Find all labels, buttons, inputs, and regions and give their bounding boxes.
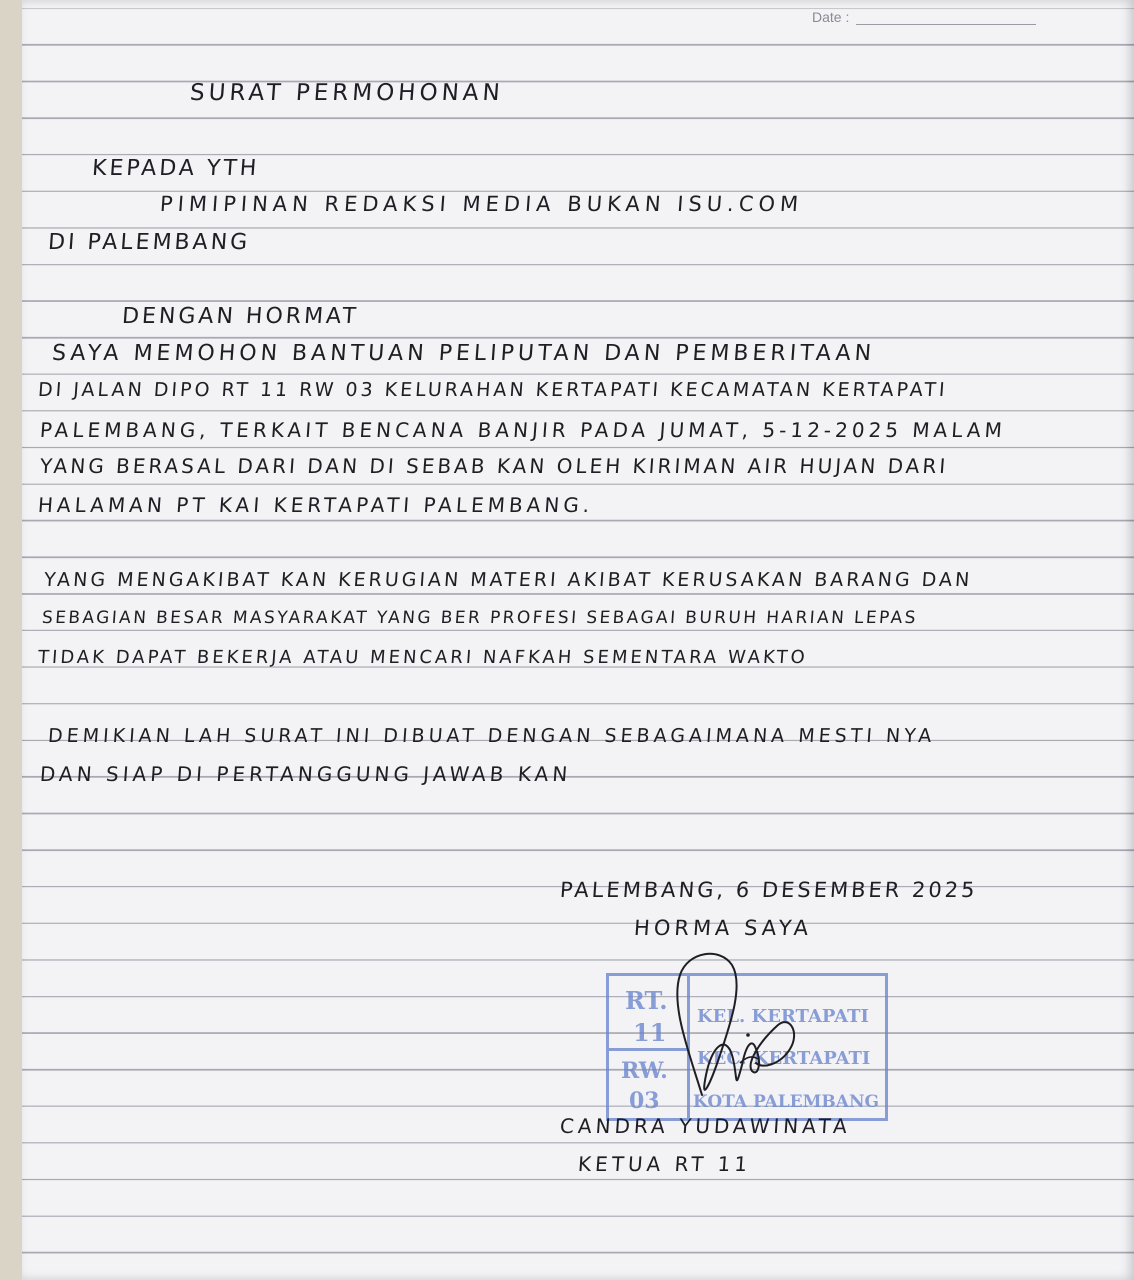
closing: HORMA SAYA	[633, 916, 813, 940]
recipient-line-2: PIMIPINAN REDAKSI MEDIA BUKAN ISU.COM	[159, 192, 804, 216]
recipient-line-3: DI PALEMBANG	[47, 230, 252, 255]
stamp-line-3: KOTA PALEMBANG	[693, 1092, 880, 1112]
letter-title: SURAT PERMOHONAN	[189, 80, 505, 106]
paragraph-1-line-4: YANG BERASAL DARI DAN DI SEBAB KAN OLEH KIRIMAN AIR HUJAN DARI	[39, 454, 950, 478]
paragraph-2-line-1: YANG MENGAKIBAT KAN KERUGIAN MATERI AKIBAT KERUSAKAN BARANG DAN	[43, 569, 973, 591]
date-line	[856, 24, 1036, 25]
stamp-rw-label: RW.	[621, 1058, 668, 1084]
paragraph-3-line-2: DAN SIAP DI PERTANGGUNG JAWAB KAN	[39, 762, 573, 786]
signature-icon	[640, 945, 840, 1115]
signer-name: CANDRA YUDAWINATA	[559, 1114, 852, 1138]
paragraph-1-line-5: HALAMAN PT KAI KERTAPATI PALEMBANG.	[37, 493, 595, 517]
paragraph-3-line-1: DEMIKIAN LAH SURAT INI DIBUAT DENGAN SEBAGAIMANA MESTI NYA	[47, 725, 937, 747]
stamp-rt-number: 11	[633, 1018, 667, 1047]
signer-title: KETUA RT 11	[577, 1152, 752, 1176]
place-date: PALEMBANG, 6 DESEMBER 2025	[559, 878, 979, 902]
stamp-rt-label: RT.	[625, 986, 668, 1015]
paragraph-2-line-2: SEBAGIAN BESAR MASYARAKAT YANG BER PROFESI SEBAGAI BURUH HARIAN LEPAS	[41, 608, 919, 628]
date-label: Date :	[812, 9, 850, 25]
paragraph-1-line-2: DI JALAN DIPO RT 11 RW 03 KELURAHAN KERTAPATI KECAMATAN KERTAPATI	[37, 379, 949, 401]
stamp-rw-number: 03	[629, 1088, 660, 1114]
paragraph-1-line-3: PALEMBANG, TERKAIT BENCANA BANJIR PADA JUMAT, 5-12-2025 MALAM	[39, 418, 1007, 442]
paragraph-1-line-1: SAYA MEMOHON BANTUAN PELIPUTAN DAN PEMBERITAAN	[51, 341, 876, 366]
recipient-line-1: KEPADA YTH	[91, 156, 261, 181]
greeting: DENGAN HORMAT	[121, 304, 360, 329]
stamp-line-1: KEL. KERTAPATI	[697, 1006, 869, 1027]
paragraph-2-line-3: TIDAK DAPAT BEKERJA ATAU MENCARI NAFKAH SEMENTARA WAKTO	[37, 647, 809, 668]
stamp-line-2: KEC. KERTAPATI	[697, 1048, 871, 1069]
